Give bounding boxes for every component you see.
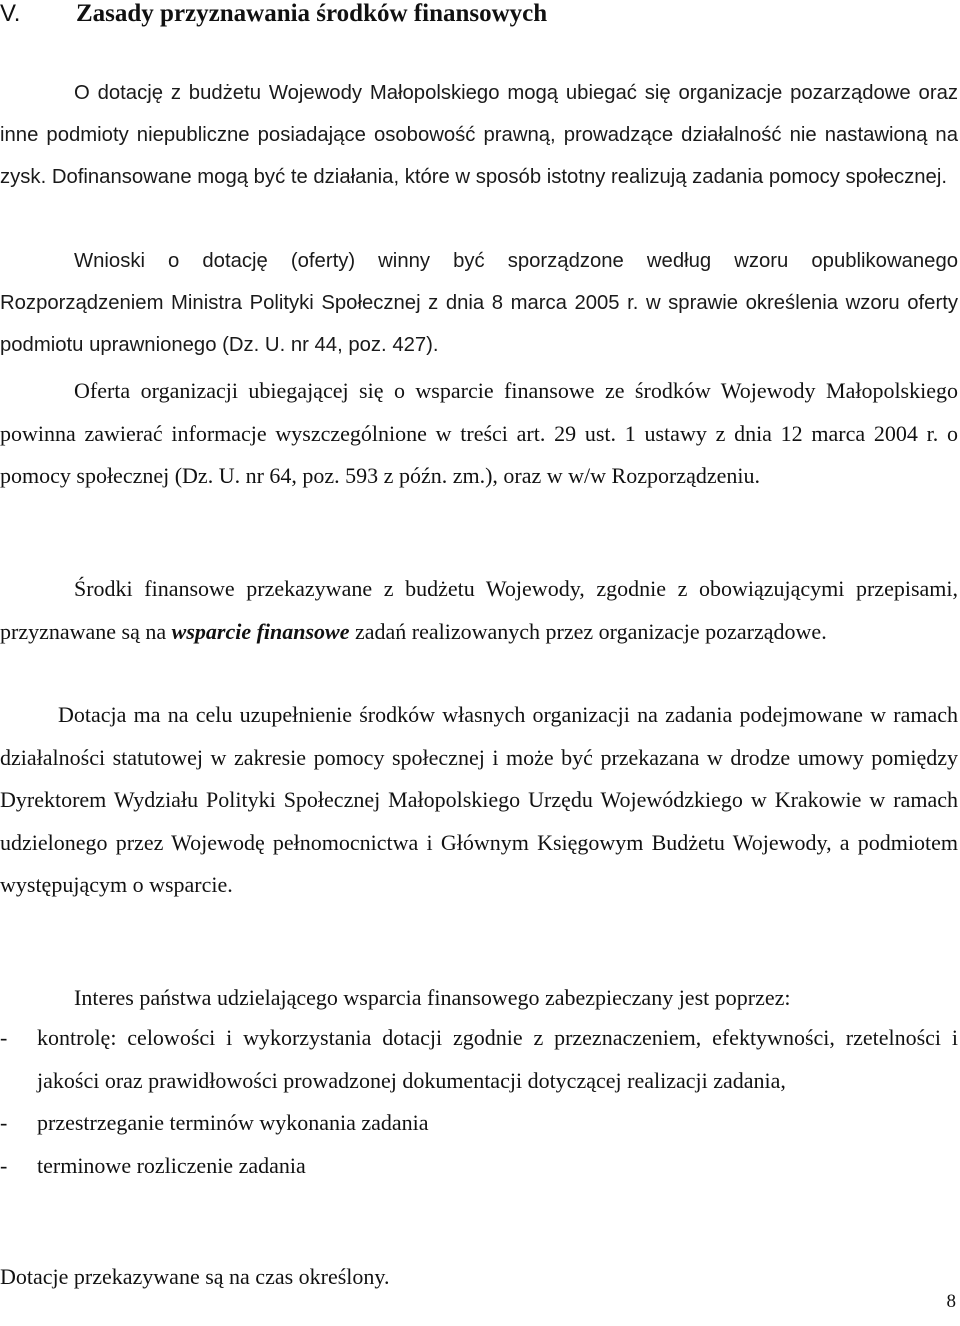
page-number: 8 [946,1291,956,1312]
list-item [0,1145,958,1188]
paragraph-subsidy-purpose [0,694,958,907]
paragraph-offer-content-text: Oferta organizacji ubiegającej się o wsparcie finansowe ze środków Wojewody Małopolskiego powinna zawierać informacje wyszczególnione w treści art. 29 ust. 1 ustawy z dnia 12 marca 2004 r. o pomocy społecznej (Dz. U. nr 64, poz. 593 z późn. zm.), oraz w w/w Rozporządzeniu. [0,378,958,489]
paragraph-state-interest-text: Interes państwa udzielającego wsparcia finansowego zabezpieczany jest poprzez: [74,985,791,1010]
section-heading [0,0,548,32]
paragraph-eligibility-text: O dotację z budżetu Wojewody Małopolskiego mogą ubiegać się organizacje pozarządowe oraz inne podmioty niepubliczne posiadające osobowość prawną, prowadzące działalność nie nastawioną na zysk. Dofinansowane mogą być te działania, które w sposób istotny realizują zadania pomocy społecznej. [0,82,958,188]
list-item-text: kontrolę: celowości i wykorzystania dotacji zgodnie z przeznaczeniem, efektywności, rzetelności i jakości oraz prawidłowości prowadzonej dokumentacji dotyczącej realizacji zadania, [37,1025,958,1093]
paragraph-funds-emphasis: wsparcie finansowe [171,619,350,644]
section-title: Zasady przyznawania środków finansowych [76,0,548,27]
paragraph-funds [0,567,958,653]
paragraph-application-form [0,240,958,366]
list-marker: - [0,1110,8,1135]
list-item [0,1017,958,1102]
list-item [0,1102,958,1145]
list-item-text: terminowe rozliczenie zadania [37,1152,306,1178]
paragraph-subsidy-purpose-text: Dotacja ma na celu uzupełnienie środków własnych organizacji na zadania podejmowane w ramach działalności statutowej w zakresie pomocy społecznej i może być przekazana w drodze umowy pomiędzy Dyrektorem Wydziału Polityki Społecznej Małopolskiego Urzędu Wojewódzkiego w Krakowie w ramach udzielonego przez Wojewodę pełnomocnictwa i Głównym Księgowym Budżetu Wojewody, a podmiotem występującym o wsparcie. [0,702,958,897]
paragraph-state-interest [0,977,958,1019]
paragraph-application-form-text: Wnioski o dotację (oferty) winny być sporządzone według wzoru opublikowanego Rozporządzeniem Ministra Polityki Społecznej z dnia 8 marca 2005 r. w sprawie określenia wzoru oferty podmiotu uprawnionego (Dz. U. nr 44, poz. 427). [0,250,958,356]
safeguards-list [0,1017,958,1187]
paragraph-funds-text-end: zadań realizowanych przez organizacje pozarządowe. [349,619,827,644]
list-marker: - [0,1152,8,1178]
closing-statement: Dotacje przekazywane są na czas określony. [0,1264,390,1289]
list-marker: - [0,1025,8,1050]
paragraph-funds-text-start: Środki finansowe przekazywane z budżetu Wojewody, zgodnie z obowiązującymi przepisami, przyznawane są na [0,576,958,644]
section-number: V. [0,0,21,27]
paragraph-offer-content [0,370,958,498]
paragraph-eligibility [0,72,958,198]
list-item-text: przestrzeganie terminów wykonania zadania [37,1110,429,1135]
